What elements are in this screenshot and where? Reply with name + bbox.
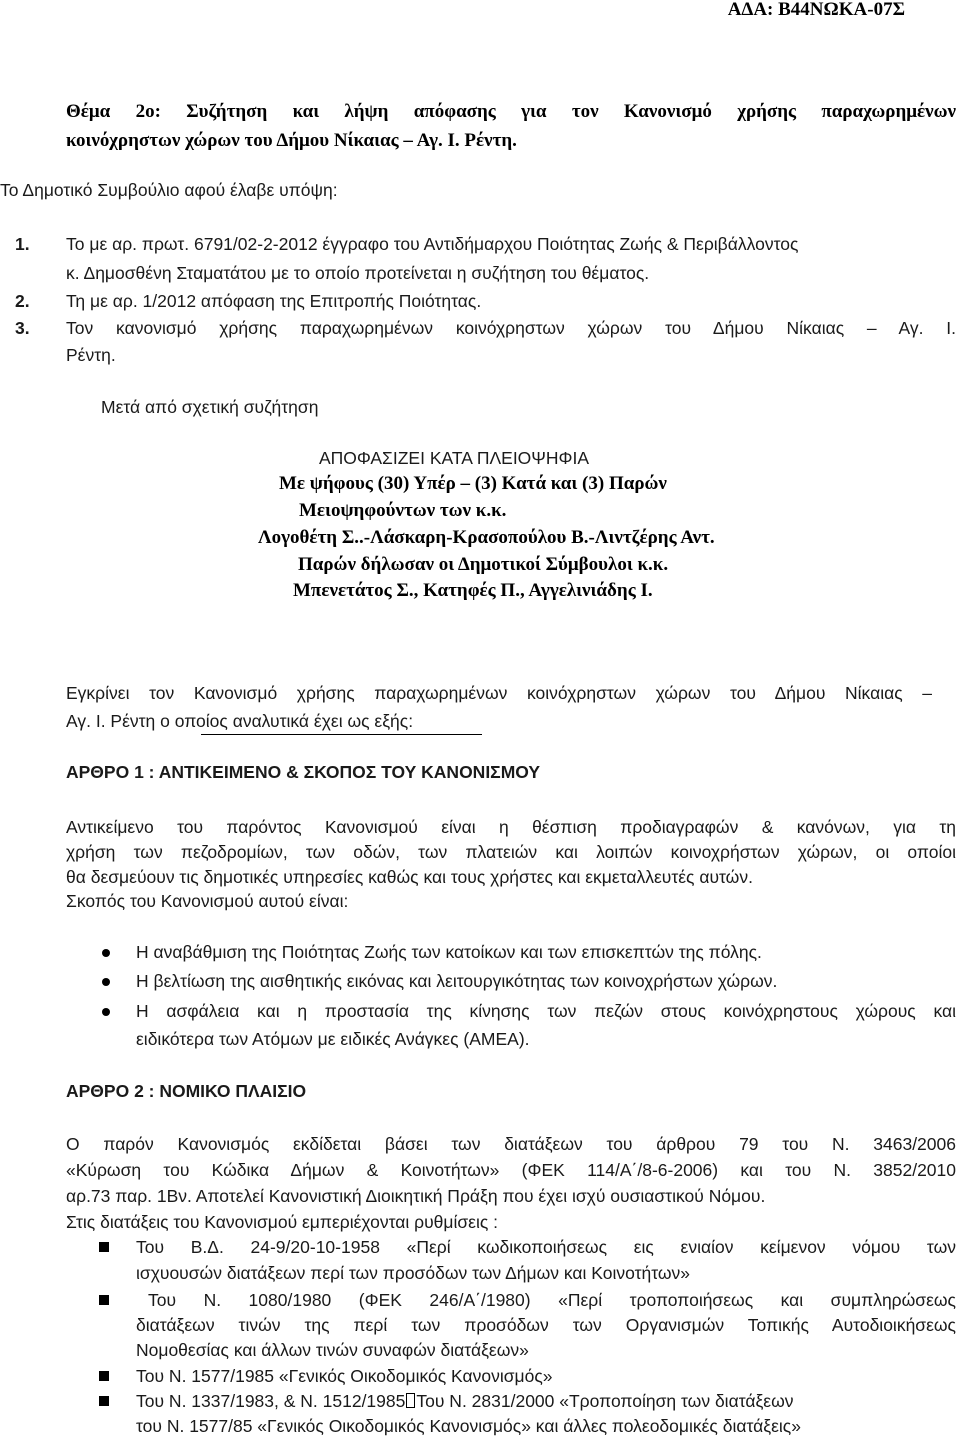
article-1-para-line: θα δεσμεύουν τις δημοτικές υπηρεσίες καθώς και τους χρήστες και εκμεταλλευτές αυτών. bbox=[66, 867, 753, 887]
decision-line: Παρών δήλωσαν οι Δημοτικοί Σύμβουλοι κ.κ. bbox=[298, 554, 669, 575]
intro-text: Το Δημοτικό Συμβούλιο αφού έλαβε υπόψη: bbox=[0, 180, 338, 200]
list-item-text: Τη με αρ. 1/2012 απόφαση της Επιτροπής Ποιότητας. bbox=[66, 291, 482, 311]
list-item-text: Το με αρ. πρωτ. 6791/02-2-2012 έγγραφο του Αντιδήμαρχου Ποιότητας Ζωής & Περιβάλλοντος bbox=[66, 234, 799, 254]
list-item: Η ασφάλεια και η προστασία της κίνησης των πεζών στους κοινόχρηστους χώρους και bbox=[136, 1001, 956, 1021]
article-1-para-line: Αντικείμενο του παρόντος Κανονισμού είναι η θέσπιση προδιαγραφών & κανόνων, για τη bbox=[66, 817, 956, 837]
list-item: Του Ν. 1337/1983, & Ν. 1512/1985 Του Ν. 2831/2000 «Τροποποίηση των διατάξεων bbox=[136, 1391, 794, 1411]
list-item: Η βελτίωση της αισθητικής εικόνας και λειτουργικότητας των κοινοχρήστων χώρων. bbox=[136, 971, 778, 991]
article-2-title: ΑΡΘΡΟ 2 : ΝΟΜΙΚΟ ΠΛΑΙΣΙΟ bbox=[66, 1081, 307, 1101]
decision-line: ΑΠΟΦΑΣΙΖΕΙ ΚΑΤΑ ΠΛΕΙΟΨΗΦΙΑ bbox=[319, 448, 590, 468]
list-item: ισχυουσών διατάξεων περί των προσόδων των Δήμων και Κοινοτήτων» bbox=[136, 1263, 691, 1283]
approval-line-2: Αγ. Ι. Ρέντη ο οποίος αναλυτικά έχει ως εξής: bbox=[66, 711, 414, 731]
article-1-para-line: χρήση των πεζοδρομίων, των οδών, των πλατειών και λοιπών κοινοχρήστων χώρων, οι οποίοι bbox=[66, 842, 956, 862]
list-item: Του Ν. 1577/1985 «Γενικός Οικοδομικός Κανονισμός» bbox=[136, 1366, 553, 1386]
decision-line: Με ψήφους (30) Υπέρ – (3) Κατά και (3) Παρών bbox=[279, 473, 667, 494]
list-item: ειδικότερα των Ατόμων με ειδικές Ανάγκες (ΑΜΕΑ). bbox=[136, 1029, 530, 1049]
decision-line: Λογοθέτη Σ..-Λάσκαρη-Κρασοπούλου Β.-Λιντζέρης Αντ. bbox=[258, 527, 715, 548]
bullet-icon bbox=[99, 1396, 109, 1406]
list-item: διατάξεων τινών της περί των προσόδων των Οργανισμών Τοπικής Αυτοδιοικήσεως bbox=[136, 1315, 956, 1335]
list-item: του Ν. 1577/85 «Γενικός Οικοδομικός Κανονισμός» και άλλες πολεοδομικές διατάξεις» bbox=[136, 1416, 801, 1436]
list-item: Η αναβάθμιση της Ποιότητας Ζωής των κατοίκων και των επισκεπτών της πόλης. bbox=[136, 942, 762, 962]
list-item: Του Β.Δ. 24-9/20-10-1958 «Περί κωδικοποιήσεως εις ενιαίον κείμενον νόμου των bbox=[136, 1237, 956, 1257]
bullet-icon bbox=[102, 978, 110, 986]
list-item: Νομοθεσίας και άλλων τινών συναφών διατάξεων» bbox=[136, 1340, 529, 1360]
ada-code: ΑΔΑ: Β44ΝΩΚΑ-07Σ bbox=[727, 0, 905, 20]
purpose-intro: Σκοπός του Κανονισμού αυτού είναι: bbox=[66, 891, 349, 911]
approval-line-1: Εγκρίνει τον Κανονισμό χρήσης παραχωρημένων κοινόχρηστων χώρων του Δήμου Νίκαιας – bbox=[66, 683, 932, 703]
approval-underline bbox=[201, 734, 482, 735]
article-2-para-line: Στις διατάξεις του Κανονισμού εμπεριέχονται ρυθμίσεις : bbox=[66, 1212, 499, 1232]
article-2-para-line: «Κύρωση του Κώδικα Δήμων & Κοινοτήτων» (ΦΕΚ 114/Α΄/8-6-2006) και του Ν. 3852/2010 bbox=[66, 1160, 956, 1180]
subject-line-2: κοινόχρηστων χώρων του Δήμου Νίκαιας – Αγ. Ι. Ρέντη. bbox=[66, 130, 517, 151]
list-item: Του Ν. 1080/1980 (ΦΕΚ 246/Α΄/1980) «Περί τροποποιήσεως και συμπληρώσεως bbox=[148, 1290, 956, 1310]
bullet-icon bbox=[99, 1242, 109, 1252]
list-item-text: κ. Δημοσθένη Σταματάτου με το οποίο προτείνεται η συζήτηση του θέματος. bbox=[66, 263, 650, 283]
article-2-para-line: αρ.73 παρ. 1Βν. Αποτελεί Κανονιστική Διοικητική Πράξη που έχει ισχύ ουσιαστικού Νόμου. bbox=[66, 1186, 766, 1206]
list-item-text: Ρέντη. bbox=[66, 345, 116, 365]
missing-glyph-icon bbox=[406, 1393, 415, 1408]
bullet-icon bbox=[102, 1008, 110, 1016]
list-number: 2. bbox=[15, 291, 30, 311]
decision-line: Μειοψηφούντων των κ.κ. bbox=[299, 500, 507, 521]
list-number: 3. bbox=[15, 318, 30, 338]
subject-line-1: Θέμα 2ο: Συζήτηση και λήψη απόφασης για τον Κανονισμό χρήσης παραχωρημένων bbox=[66, 101, 956, 122]
after-discussion: Μετά από σχετική συζήτηση bbox=[101, 397, 319, 417]
bullet-icon bbox=[102, 949, 110, 957]
bullet-icon bbox=[99, 1371, 109, 1381]
article-2-para-line: Ο παρόν Κανονισμός εκδίδεται βάσει των διατάξεων του άρθρου 79 του Ν. 3463/2006 bbox=[66, 1134, 956, 1154]
decision-line: Μπενετάτος Σ., Κατηφές Π., Αγγελινιάδης Ι. bbox=[293, 580, 653, 601]
bullet-icon bbox=[99, 1295, 109, 1305]
list-number: 1. bbox=[15, 234, 30, 254]
article-1-title: ΑΡΘΡΟ 1 : ΑΝΤΙΚΕΙΜΕΝΟ & ΣΚΟΠΟΣ ΤΟΥ ΚΑΝΟΝΙΣΜΟΥ bbox=[66, 762, 541, 782]
list-item-text: Τον κανονισμό χρήσης παραχωρημένων κοινόχρηστων χώρων του Δήμου Νίκαιας – Αγ. Ι. bbox=[66, 318, 956, 338]
